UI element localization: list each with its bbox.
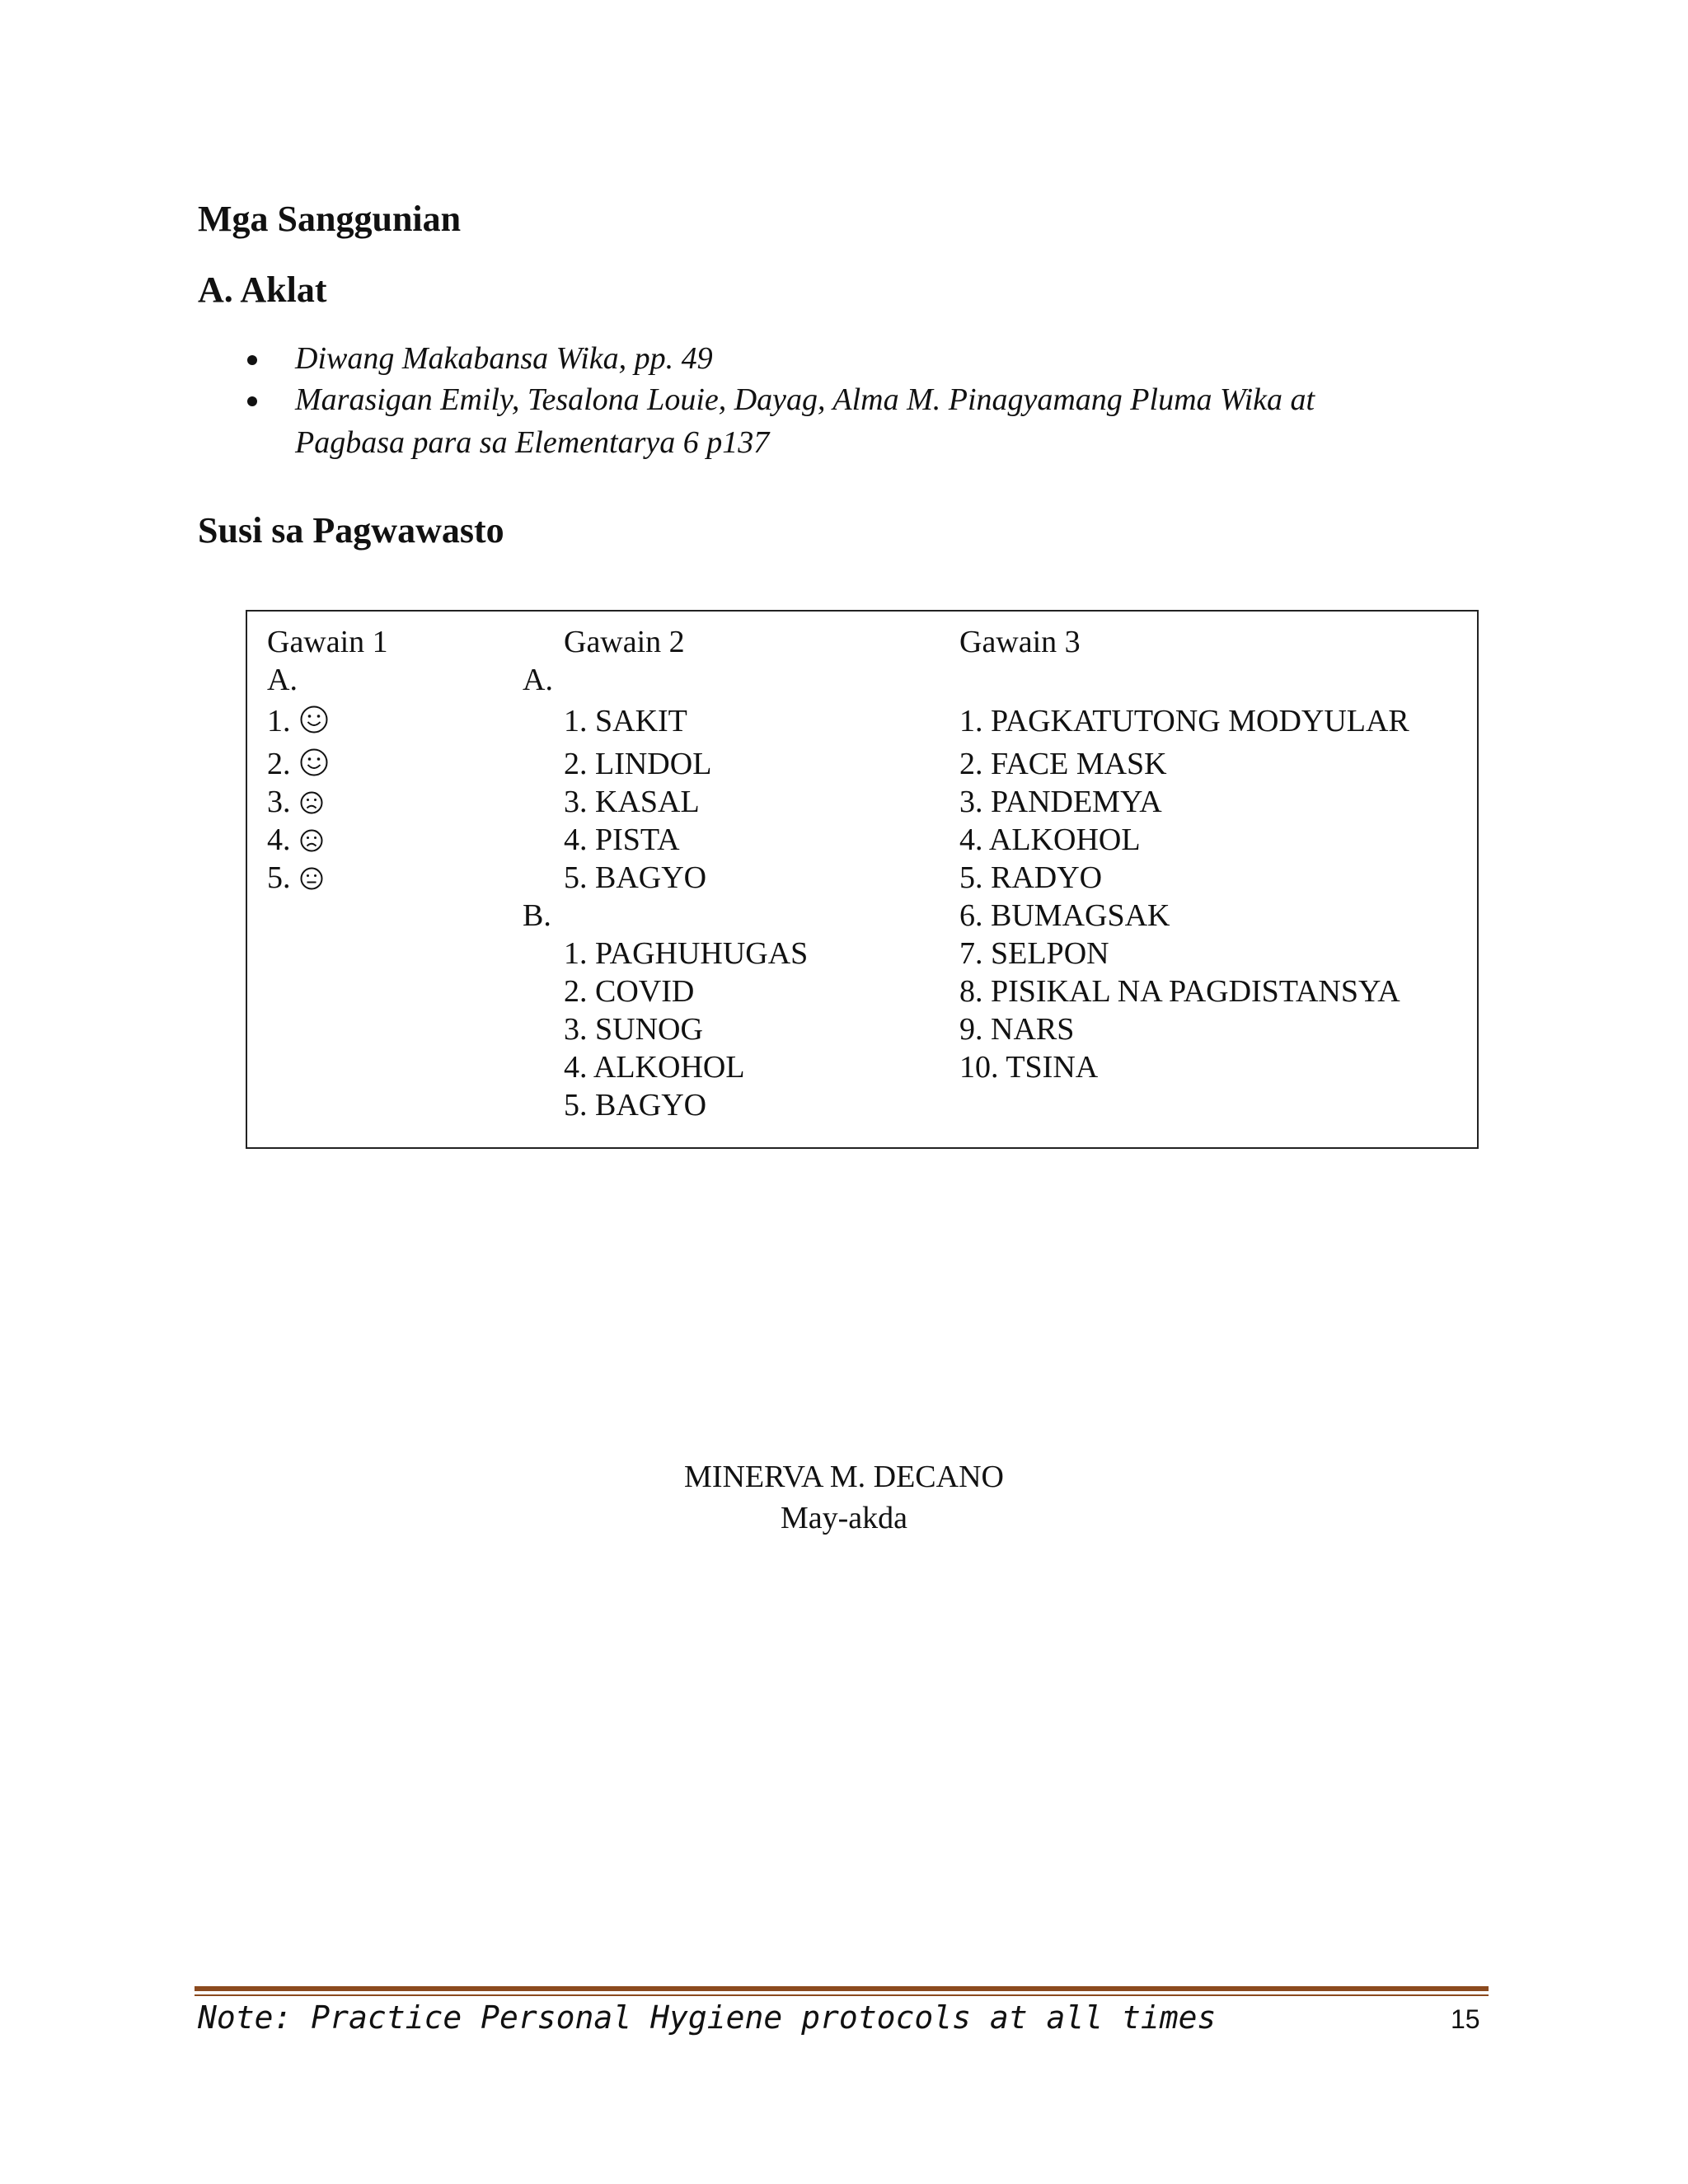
page-number: 15 (1451, 2004, 1480, 2034)
gawain1-item: 2. (267, 745, 329, 786)
frown-icon (299, 786, 324, 824)
gawain1-section-a: A. (267, 663, 298, 697)
author-role: May-akda (780, 1501, 908, 1535)
footer-note: Note: Practice Personal Hygiene protocols at all times (198, 1999, 1217, 2036)
smile-icon (299, 705, 329, 743)
gawain3-item: 7. SELPON (959, 936, 1109, 971)
gawain2-b-item: 3. SUNOG (564, 1012, 703, 1047)
gawain3-item: 9. NARS (959, 1012, 1075, 1047)
gawain1-item: 4. (267, 821, 324, 862)
gawain3-item: 3. PANDEMYA (959, 785, 1162, 819)
reference-item: Diwang Makabansa Wika, pp. 49 (295, 341, 713, 376)
gawain3-item: 5. RADYO (959, 860, 1103, 895)
gawain3-item: 2. FACE MASK (959, 747, 1167, 781)
reference-item: Marasigan Emily, Tesalona Louie, Dayag, Alma M. Pinagyamang Pluma Wika at (295, 382, 1315, 417)
gawain2-section-a: A. (523, 663, 553, 697)
gawain1-title: Gawain 1 (267, 625, 388, 659)
gawain2-b-item: 5. BAGYO (564, 1088, 707, 1122)
reference-item-continuation: Pagbasa para sa Elementarya 6 p137 (295, 425, 770, 460)
gawain2-title: Gawain 2 (564, 625, 685, 659)
footer-rule-thin (195, 1994, 1489, 1996)
gawain2-section-b: B. (523, 898, 551, 933)
smile-icon (299, 748, 329, 786)
bullet-icon (247, 355, 257, 365)
footer-rule (195, 1986, 1489, 1991)
answer-key-box (246, 610, 1479, 1149)
gawain2-b-item: 4. ALKOHOL (564, 1050, 745, 1085)
gawain2-b-item: 1. PAGHUHUGAS (564, 936, 809, 971)
gawain2-a-item: 4. PISTA (564, 823, 680, 857)
gawain3-title: Gawain 3 (959, 625, 1081, 659)
gawain2-a-item: 1. SAKIT (564, 704, 687, 738)
books-subheading: A. Aklat (198, 269, 327, 310)
author-name: MINERVA M. DECANO (684, 1460, 1004, 1494)
gawain2-a-item: 3. KASAL (564, 785, 700, 819)
gawain3-item: 8. PISIKAL NA PAGDISTANSYA (959, 974, 1400, 1009)
references-heading: Mga Sanggunian (198, 199, 462, 239)
gawain3-item: 6. BUMAGSAK (959, 898, 1170, 933)
gawain1-item: 1. (267, 702, 329, 743)
gawain3-item: 10. TSINA (959, 1050, 1099, 1085)
gawain2-a-item: 5. BAGYO (564, 860, 707, 895)
answer-key-heading: Susi sa Pagwawasto (198, 510, 504, 551)
bullet-icon (247, 396, 257, 406)
frown-icon (299, 824, 324, 862)
neutral-icon (299, 862, 324, 900)
gawain2-a-item: 2. LINDOL (564, 747, 712, 781)
gawain1-item: 3. (267, 783, 324, 824)
gawain2-b-item: 2. COVID (564, 974, 695, 1009)
gawain3-item: 1. PAGKATUTONG MODYULAR (959, 704, 1409, 738)
gawain3-item: 4. ALKOHOL (959, 823, 1141, 857)
gawain1-item: 5. (267, 859, 324, 900)
